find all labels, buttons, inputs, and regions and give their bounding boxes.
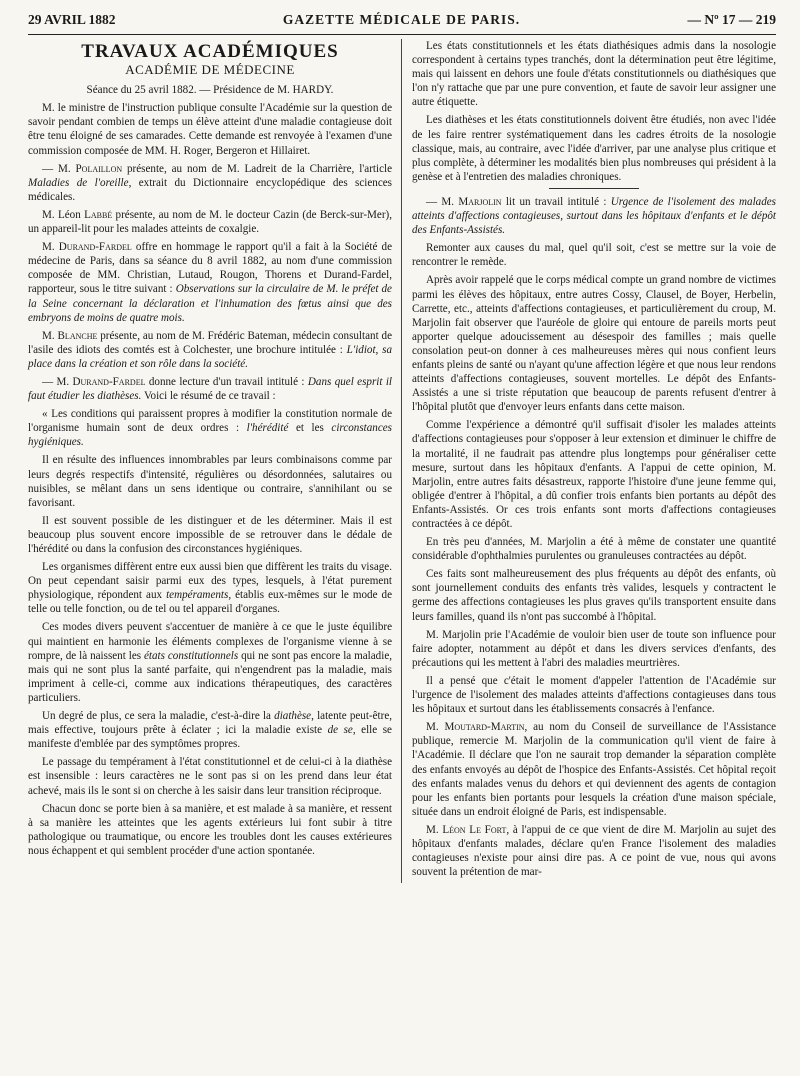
paragraph: Les organismes diffèrent entre eux aussi bien que diffèrent les traits du visage. On peut cependant saisir parmi eux des types, lesquels, à l'état purement physiologique, répondent aux tempéraments, établis eux-mêmes sur le mode de telle ou telle fonction, ou de tel ou tel appareil d'organes. <box>28 561 392 616</box>
issue-date: 29 AVRIL 1882 <box>28 12 116 27</box>
paragraph: Il est souvent possible de les distinguer et de les déterminer. Mais il est beaucoup plus souvent encore impossible de se retrouver dans le dédale de l'hérédité ou dans la confusion des circonstances hygiéniques. <box>28 514 392 555</box>
paragraph: Chacun donc se porte bien à sa manière, et est malade à sa manière, et ressent à sa manière les atteintes que les agents extérieurs lui font subir à titre pathologique ou traumatique, ou encore les troubles dont les causes extérieures nous échappent et qui semblent procéder d'une action spontanée. <box>28 802 392 857</box>
paragraph: — M. Durand-Fardel donne lecture d'un travail intitulé : Dans quel esprit il faut étudier les diathèses. Voici le résumé de ce travail : <box>28 375 392 403</box>
divider <box>549 188 639 189</box>
paragraph: Il a pensé que c'était le moment d'appeler l'attention de l'Académie sur l'urgence de l'isolement des malades atteints d'affections contagieuses dans tous les hôpitaux et surtout dans les établissements consacrés à l'enfance. <box>412 674 776 716</box>
paragraph: Remonter aux causes du mal, quel qu'il soit, c'est se mettre sur la voie de rencontrer le remède. <box>412 242 776 269</box>
left-column <box>28 39 402 883</box>
paragraph: M. Durand-Fardel offre en hommage le rapport qu'il a fait à la Société de médecine de Paris, dans sa séance du 8 avril 1882, au nom d'une commission composée de MM. Christian, Lutaud, Rougon, Thorens et Durand-Fardel, rapporteur, sous le titre suivant : Observations sur la circulaire de M. le préfet de la Seine concernant la déclaration et l'inhumation des fœtus ainsi que des embryons de moins de quatre mois. <box>28 241 392 324</box>
text-columns <box>28 39 776 883</box>
paragraph: M. le ministre de l'instruction publique consulte l'Académie sur la question de savoir pendant combien de temps un élève atteint d'une maladie contagieuse doit être tenu éloigné de ses camarades. Cette demande est renvoyée à l'examen d'une commission composée de MM. H. Roger, Bergeron et Hillairet. <box>28 102 392 157</box>
seance-line: Séance du 25 avril 1882. — Présidence de M. HARDY. <box>86 84 334 97</box>
paragraph: Un degré de plus, ce sera la maladie, c'est-à-dire la diathèse, latente peut-être, mais effective, toujours prête à éclater ; ici la maladie existe de se, elle se manifeste d'emblée par des symptômes propres. <box>28 710 393 751</box>
paragraph: — M. Marjolin lit un travail intitulé : Urgence de l'isolement des malades atteints d'affections contagieuses, surtout dans les hôpitaux d'enfants et le dépôt des Enfants-Assistés. <box>412 195 776 237</box>
paragraph: — M. Polaillon présente, au nom de M. Ladreit de la Charrière, l'article Maladies de l'oreille, extrait du Dictionnaire encyclopédique des sciences médicales. <box>28 162 393 203</box>
paragraph: Ces modes divers peuvent s'accentuer de manière à ce que le juste équilibre qui maintient en harmonie les éléments complexes de l'organisme vienne à se rompre, de là naissent les états constitutionnels qui ne sont pas encore la maladie, mais qui ne sont plus la santé parfaite, qui n'engendrent pas la maladie, mais impriment à celle-ci, comme aux indications thérapeutiques, des caractères particuliers. <box>28 621 393 704</box>
paragraph: Il en résulte des influences innombrables par leurs combinaisons comme par leurs degrés respectifs d'intensité, régulières ou désordonnées, salutaires ou nuisibles, se mêlant dans un sens identique ou contraire, s'annihilant ou se favorisant. <box>28 454 392 509</box>
running-head <box>28 12 776 35</box>
section-subtitle: ACADÉMIE DE MÉDECINE <box>125 62 295 78</box>
paragraph: « Les conditions qui paraissent propres à modifier la constitution normale de l'organisme humain sont de deux ordres : l'hérédité et les circonstances hygiéniques. <box>28 408 392 449</box>
paragraph: M. Léon Labbé présente, au nom de M. le docteur Cazin (de Berck-sur-Mer), un appareil-lit pour les malades atteints de coxalgie. <box>28 208 392 236</box>
page-number: — Nº 17 — 219 <box>687 12 776 27</box>
paragraph: Les états constitutionnels et les états diathésiques admis dans la nosologie correspondent à certains types tranchés, dont la détermination peut être légitime, mais qui laissent en dehors une foule d'états constitutionnels ou diathésiques que l'on n'y rattache que par une pure convention, et faute de savoir leur assigner une autre étiquette. <box>412 40 776 109</box>
section-title: TRAVAUX ACADÉMIQUES <box>81 41 339 62</box>
paragraph: Après avoir rappelé que le corps médical compte un grand nombre de victimes parmi les élèves des hôpitaux, entre autres Cossy, Clausel, de Boyer, Herbelin, Carrette, etc., atteints d'affections contagieuses, et particulièrement du croup, M. Marjolin fait observer que l'auréole de gloire qui entoure de pareils morts peut apporter quelque adoucissement au désespoir des familles ; mais quelle consolation peut-on donner à ces malheureuses mères qui nous confient leurs enfants pleins de santé ou n'ayant qu'une affection légère et que nous leur rendons atteints d'affections contagieuses, souvent mortelles. Le dépôt des Enfants-Assistés a une si triste réputation que beaucoup de parents refusent d'entrer à l'hôpital plutôt que d'envoyer leurs enfants dans cette maison. <box>412 274 776 414</box>
paragraph: Les diathèses et les états constitutionnels doivent être étudiés, non avec l'idée de les faire rentrer systématiquement dans les cadres étroits de la nosologie classique, mais, au contraire, avec l'idée d'arriver, par une analyse plus critique et plus complète, à déterminer les modalités bien plus nombreuses qui président à la genèse et à l'entretien des maladies chroniques. <box>412 114 776 183</box>
paragraph: Comme l'expérience a démontré qu'il suffisait d'isoler les malades atteints d'affections contagieuses pour s'opposer à leur extension et diminuer le chiffre de la mortalité, il ne faudrait pas attendre plus longtemps pour généraliser cette mesure, surtout dans les hôpitaux d'enfants. A l'appui de cette opinion, M. Marjolin, entre autres faits désastreux, rapporte l'histoire d'une jeune femme qui, obligée d'entrer à l'hôpital, a dû confier trois enfants bien portants au dépôt des Enfants-Assistés. Or ces trois enfants sont morts d'affections contagieuses contractées à ce dépôt. <box>412 419 776 530</box>
paragraph: M. Marjolin prie l'Académie de vouloir bien user de toute son influence pour faire adopter, notamment au dépôt et dans les divers services d'enfants, des précautions qui les mettent à l'abri des maladies meurtrières. <box>412 628 776 669</box>
right-column <box>412 39 776 883</box>
paragraph: M. Blanche présente, au nom de M. Frédéric Bateman, médecin consultant de l'asile des idiots des comtés est à Colchester, une brochure intitulée : L'idiot, sa place dans la création et son rôle dans la société. <box>28 329 393 370</box>
paragraph: En très peu d'années, M. Marjolin a été à même de constater une quantité considérable d'ophthalmies purulentes ou granuleuses contractées au dépôt. <box>412 536 776 563</box>
paragraph: M. Moutard-Martin, au nom du Conseil de surveillance de l'Assistance publique, remercie M. Marjolin de la communication qu'il vient de faire à l'Académie. Il déclare que l'on ne saurait trop demander la séparation complète des enfants envoyés au dépôt de l'hospice des Enfants-Assistés. Cet hôpital reçoit des enfants malades venus du dehors et qui deviennent des agents de contagion pour les enfants bien portants pour lesquels la création d'une maison spéciale, située dans un endroit éloigné de Paris, est indispensable. <box>412 721 776 818</box>
paragraph: Le passage du tempérament à l'état constitutionnel et de celui-ci à la diathèse est insensible : leurs caractères ne le sont pas si on les prend dans leur état achevé, mais ils le sont si on cherche à les saisir dans leur transition réciproque. <box>28 756 392 797</box>
journal-title: GAZETTE MÉDICALE DE PARIS. <box>282 12 521 27</box>
paragraph: M. Léon Le Fort, à l'appui de ce que vient de dire M. Marjolin au sujet des hôpitaux d'enfants malades, déclare qu'en France l'isolement des maladies contagieuses n'existe pour ainsi dire pas. A ce point de vue, nous qui avons souvent la prétention de mar- <box>412 823 777 879</box>
paragraph: Ces faits sont malheureusement des plus fréquents au dépôt des enfants, où sont journellement conduits des enfants très valides, lesquels y contractent le germe des affections contagieuses les plus graves qu'ils transportent ensuite dans leurs familles, quand ils n'ont pas succombé à l'hôpital. <box>412 568 776 623</box>
